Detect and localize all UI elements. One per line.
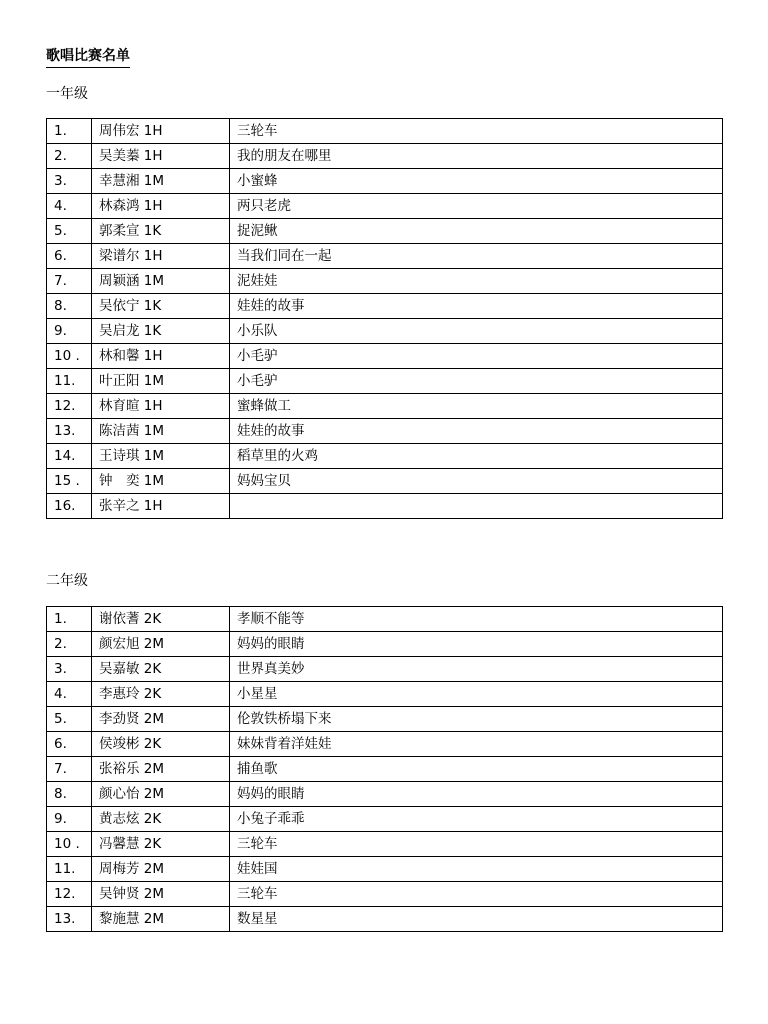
row-number: 13. <box>47 419 92 444</box>
table-row <box>47 444 723 469</box>
row-number: 7. <box>47 269 92 294</box>
song-title: 捉泥鳅 <box>230 219 723 244</box>
row-number: 10 . <box>47 832 92 857</box>
row-number: 8. <box>47 782 92 807</box>
table-row <box>47 169 723 194</box>
student-name: 周梅芳 2M <box>92 857 230 882</box>
row-number: 7. <box>47 757 92 782</box>
row-number: 14. <box>47 444 92 469</box>
row-number: 9. <box>47 319 92 344</box>
song-title: 妈妈宝贝 <box>230 469 723 494</box>
song-title: 小星星 <box>230 682 723 707</box>
table-row <box>47 732 723 757</box>
table-row <box>47 782 723 807</box>
table-row <box>47 682 723 707</box>
song-title: 我的朋友在哪里 <box>230 144 723 169</box>
row-number: 1. <box>47 119 92 144</box>
table-row <box>47 244 723 269</box>
student-name: 吴美蓁 1H <box>92 144 230 169</box>
song-title: 稻草里的火鸡 <box>230 444 723 469</box>
song-title: 小毛驴 <box>230 344 723 369</box>
row-number: 8. <box>47 294 92 319</box>
grade-2-table <box>46 606 723 932</box>
song-title: 伦敦铁桥塌下来 <box>230 707 723 732</box>
table-row <box>47 882 723 907</box>
song-title: 小蜜蜂 <box>230 169 723 194</box>
student-name: 张裕乐 2M <box>92 757 230 782</box>
student-name: 吴依宁 1K <box>92 294 230 319</box>
song-title: 娃娃的故事 <box>230 294 723 319</box>
document-title: 歌唱比赛名单 <box>46 46 130 68</box>
table-row <box>47 657 723 682</box>
row-number: 3. <box>47 169 92 194</box>
song-title: 三轮车 <box>230 119 723 144</box>
row-number: 15 . <box>47 469 92 494</box>
row-number: 10 . <box>47 344 92 369</box>
student-name: 冯馨慧 2K <box>92 832 230 857</box>
table-row <box>47 144 723 169</box>
song-title: 娃娃的故事 <box>230 419 723 444</box>
song-title: 两只老虎 <box>230 194 723 219</box>
row-number: 16. <box>47 494 92 519</box>
song-title: 小兔子乖乖 <box>230 807 723 832</box>
table-row <box>47 344 723 369</box>
table-row <box>47 419 723 444</box>
song-title: 小毛驴 <box>230 369 723 394</box>
table-row <box>47 707 723 732</box>
row-number: 2. <box>47 632 92 657</box>
song-title: 妈妈的眼睛 <box>230 632 723 657</box>
song-title: 数星星 <box>230 907 723 932</box>
student-name: 侯竣彬 2K <box>92 732 230 757</box>
table-row <box>47 757 723 782</box>
student-name: 吴启龙 1K <box>92 319 230 344</box>
table-row <box>47 294 723 319</box>
table-row <box>47 369 723 394</box>
student-name: 陈洁茜 1M <box>92 419 230 444</box>
grade-2-heading: 二年级 <box>46 573 88 589</box>
student-name: 梁谱尔 1H <box>92 244 230 269</box>
song-title: 当我们同在一起 <box>230 244 723 269</box>
student-name: 谢依蓍 2K <box>92 607 230 632</box>
student-name: 黄志炫 2K <box>92 807 230 832</box>
student-name: 林育暄 1H <box>92 394 230 419</box>
student-name: 林和馨 1H <box>92 344 230 369</box>
song-title: 蜜蜂做工 <box>230 394 723 419</box>
row-number: 5. <box>47 219 92 244</box>
student-name: 周伟宏 1H <box>92 119 230 144</box>
song-title: 捕鱼歌 <box>230 757 723 782</box>
row-number: 13. <box>47 907 92 932</box>
row-number: 9. <box>47 807 92 832</box>
row-number: 12. <box>47 394 92 419</box>
row-number: 6. <box>47 732 92 757</box>
song-title: 三轮车 <box>230 882 723 907</box>
student-name: 黎施慧 2M <box>92 907 230 932</box>
row-number: 5. <box>47 707 92 732</box>
student-name: 幸慧湘 1M <box>92 169 230 194</box>
student-name: 林森鸿 1H <box>92 194 230 219</box>
student-name: 王诗琪 1M <box>92 444 230 469</box>
student-name: 叶正阳 1M <box>92 369 230 394</box>
row-number: 2. <box>47 144 92 169</box>
table-row <box>47 807 723 832</box>
row-number: 4. <box>47 194 92 219</box>
song-title: 孝顺不能等 <box>230 607 723 632</box>
table-row <box>47 494 723 519</box>
song-title: 娃娃国 <box>230 857 723 882</box>
table-row <box>47 194 723 219</box>
table-row <box>47 394 723 419</box>
table-row <box>47 907 723 932</box>
student-name: 颜宏旭 2M <box>92 632 230 657</box>
table-row <box>47 607 723 632</box>
table-row <box>47 269 723 294</box>
table-row <box>47 219 723 244</box>
table-row <box>47 857 723 882</box>
row-number: 11. <box>47 857 92 882</box>
song-title <box>230 494 723 519</box>
song-title: 世界真美妙 <box>230 657 723 682</box>
song-title: 妈妈的眼睛 <box>230 782 723 807</box>
student-name: 郭柔宣 1K <box>92 219 230 244</box>
row-number: 6. <box>47 244 92 269</box>
student-name: 颜心怡 2M <box>92 782 230 807</box>
grade-1-heading: 一年级 <box>46 86 88 102</box>
table-row <box>47 469 723 494</box>
table-row <box>47 832 723 857</box>
row-number: 4. <box>47 682 92 707</box>
student-name: 吴钟贤 2M <box>92 882 230 907</box>
song-title: 妹妹背着洋娃娃 <box>230 732 723 757</box>
song-title: 泥娃娃 <box>230 269 723 294</box>
table-row <box>47 119 723 144</box>
song-title: 小乐队 <box>230 319 723 344</box>
grade-1-table <box>46 118 723 519</box>
row-number: 3. <box>47 657 92 682</box>
song-title: 三轮车 <box>230 832 723 857</box>
student-name: 周颖涵 1M <box>92 269 230 294</box>
student-name: 李惠玲 2K <box>92 682 230 707</box>
row-number: 1. <box>47 607 92 632</box>
student-name: 钟 奕 1M <box>92 469 230 494</box>
student-name: 吴嘉敏 2K <box>92 657 230 682</box>
student-name: 张辛之 1H <box>92 494 230 519</box>
row-number: 12. <box>47 882 92 907</box>
student-name: 李劲贤 2M <box>92 707 230 732</box>
row-number: 11. <box>47 369 92 394</box>
table-row <box>47 319 723 344</box>
table-row <box>47 632 723 657</box>
